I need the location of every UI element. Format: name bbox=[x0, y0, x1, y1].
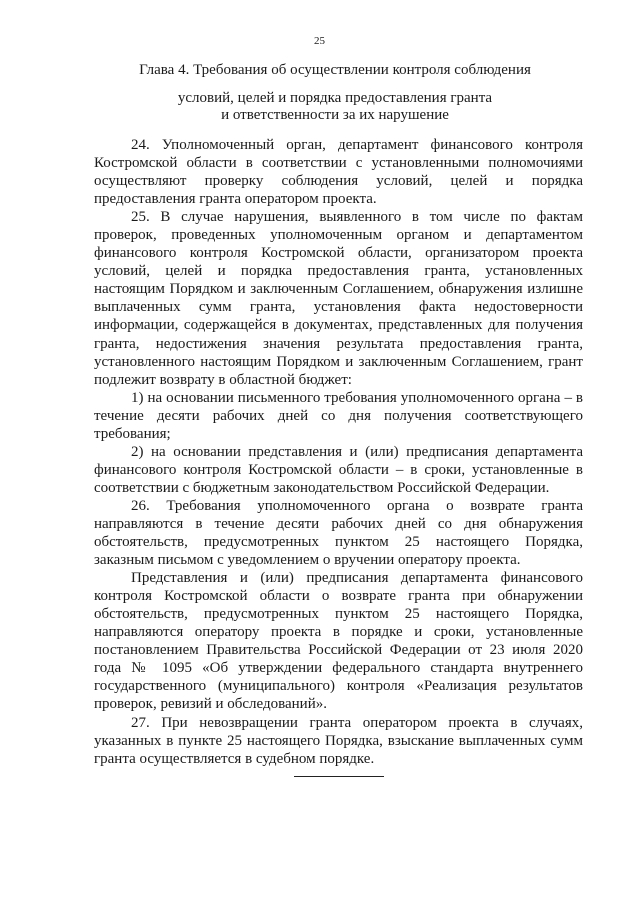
paragraph-24: 24. Уполномоченный орган, департамент финансового контроля Костромской области в соответствии с установленными полномочиями осуществляют проверку соблюдения условий, целей и порядка предоставления гранта оператором проекта. bbox=[94, 137, 583, 208]
chapter-heading-line-2: условий, целей и порядка предоставления гранта bbox=[177, 90, 493, 106]
document-body bbox=[94, 136, 583, 768]
paragraph-26: 26. Требования уполномоченного органа о возврате гранта направляются в течение десяти рабочих дней со дня обнаружения обстоятельств, предусмотренных пунктом 25 настоящего Порядка, заказным письмом с уведомлением о вручении оператору проекта. bbox=[94, 497, 583, 569]
chapter-heading-line-3: и ответственности за их нарушение bbox=[221, 107, 449, 123]
paragraph-25: 25. В случае нарушения, выявленного в том числе по фактам проверок, проведенных уполномоченным органом и департаментом финансового контроля Костромской области, организатором проекта условий, целей и порядка предоставления гранта, установленных настоящим Порядком и заключенным Соглашением, обнаружения излишне выплаченных сумм гранта, установления факта недостоверности информации, содержащейся в документах, представленных для получения гранта, недостижения значения результата предоставления гранта, установленного настоящим Порядком и заключенным Соглашением, грант подлежит возврату в областной бюджет: bbox=[94, 209, 583, 388]
paragraph-25-item-1: 1) на основании письменного требования уполномоченного органа – в течение десяти рабочих дней со дня получения соответствующего требования; bbox=[94, 389, 583, 442]
chapter-heading-line-1: Глава 4. Требования об осуществлении контроля соблюдения bbox=[139, 62, 531, 78]
closing-divider-line bbox=[294, 776, 384, 777]
paragraph-27: 27. При невозвращении гранта оператором проекта в случаях, указанных в пункте 25 настоящего Порядка, взыскание выплаченных сумм гранта осуществляется в судебном порядке. bbox=[94, 714, 583, 767]
paragraph-25-item-2: 2) на основании представления и (или) предписания департамента финансового контроля Костромской области – в сроки, установленные в соответствии с бюджетным законодательством Российской Федерации. bbox=[94, 443, 583, 496]
paragraph-26-continuation: Представления и (или) предписания департамента финансового контроля Костромской области о возврате гранта при обнаружении обстоятельств, предусмотренных пунктом 25 настоящего Порядка, направляются оператору проекта в порядке и сроки, установленные постановлением Правительства Российской Федерации от 23 июля 2020 года № 1095 «Об утверждении федерального стандарта внутреннего государственного (муниципального) контроля «Реализация результатов проверок, ревизий и обследований». bbox=[94, 570, 583, 713]
page-number: 25 bbox=[314, 35, 325, 47]
